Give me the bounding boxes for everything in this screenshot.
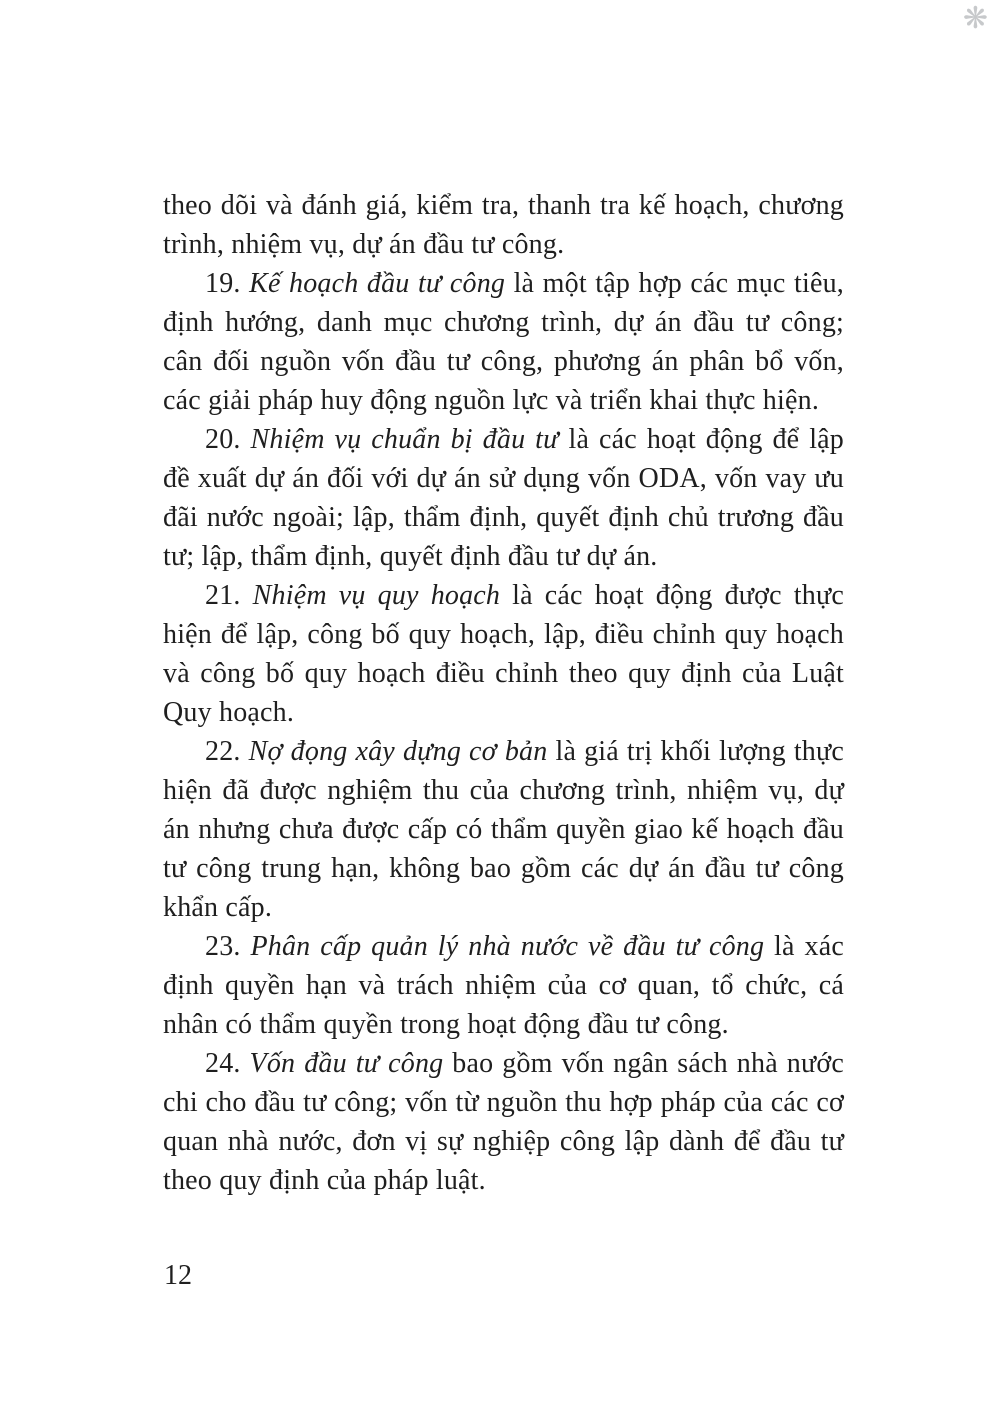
paragraph-number: 23. [205, 931, 251, 962]
paragraph-item-19 [163, 264, 844, 420]
paragraph-item-23 [163, 927, 844, 1044]
paragraph-item-22 [163, 732, 844, 927]
paragraph-text: là giá trị khối lượng thực hiện đã được nghiệm thu của chương trình, nhiệm vụ, dự án nhưng chưa được cấp có thẩm quyền giao kế hoạch đầu tư công trung hạn, không bao gồm các dự án đầu tư công khẩn cấp. [163, 736, 844, 923]
defined-term: Nhiệm vụ quy hoạch [252, 580, 501, 611]
body-text-block [163, 186, 844, 1200]
paragraph-item-20 [163, 420, 844, 576]
florette-icon: ❋ [962, 2, 988, 35]
defined-term: Nhiệm vụ chuẩn bị đầu tư [250, 424, 559, 455]
defined-term: Phân cấp quản lý nhà nước về đầu tư công [250, 931, 765, 962]
page-number: 12 [164, 1260, 192, 1291]
paragraph-number: 24. [205, 1048, 250, 1079]
paragraph-text: là các hoạt động để lập đề xuất dự án đối với dự án sử dụng vốn ODA, vốn vay ưu đãi nước ngoài; lập, thẩm định, quyết định chủ trương đầu tư; lập, thẩm định, quyết định đầu tư dự án. [163, 424, 844, 572]
paragraph-text: là các hoạt động được thực hiện để lập, công bố quy hoạch, lập, điều chỉnh quy hoạch và công bố quy hoạch điều chỉnh theo quy định của Luật Quy hoạch. [163, 580, 844, 728]
paragraph-number: 22. [205, 736, 249, 767]
paragraph-number: 20. [205, 424, 251, 455]
paragraph-text: bao gồm vốn ngân sách nhà nước chi cho đầu tư công; vốn từ nguồn thu hợp pháp của các cơ quan nhà nước, đơn vị sự nghiệp công lập dành để đầu tư theo quy định của pháp luật. [163, 1048, 844, 1196]
paragraph-number: 19. [205, 268, 250, 299]
paragraph-text: theo dõi và đánh giá, kiểm tra, thanh tra kế hoạch, chương trình, nhiệm vụ, dự án đầu tư công. [163, 190, 844, 260]
paragraph-number: 21. [205, 580, 253, 611]
paragraph-text: là xác định quyền hạn và trách nhiệm của cơ quan, tổ chức, cá nhân có thẩm quyền trong hoạt động đầu tư công. [163, 931, 844, 1040]
defined-term: Nợ đọng xây dựng cơ bản [248, 736, 548, 767]
paragraph-item-21 [163, 576, 844, 732]
defined-term: Kế hoạch đầu tư công [249, 268, 506, 299]
paragraph-text: là một tập hợp các mục tiêu, định hướng, danh mục chương trình, dự án đầu tư công; cân đối nguồn vốn đầu tư công, phương án phân bổ vốn, các giải pháp huy động nguồn lực và triển khai thực hiện. [163, 268, 844, 416]
paragraph-continuation [163, 186, 844, 264]
defined-term: Vốn đầu tư công [249, 1048, 444, 1079]
paragraph-item-24 [163, 1044, 844, 1200]
